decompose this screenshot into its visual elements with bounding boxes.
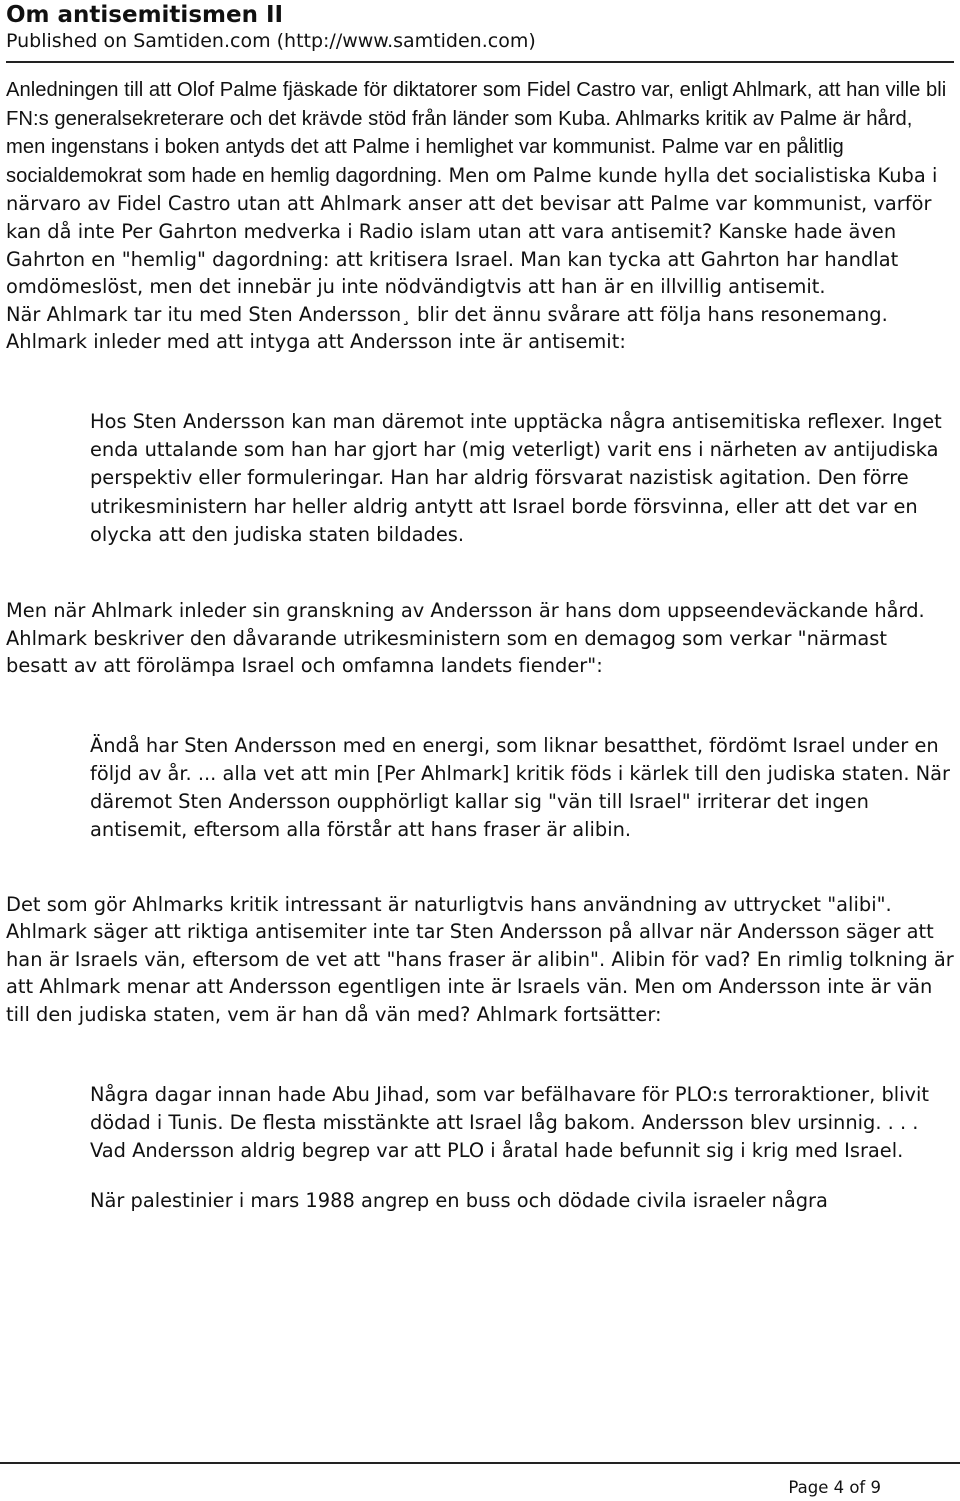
page-number: Page 4 of 9: [788, 1478, 881, 1497]
paragraph-palme: [6, 76, 954, 301]
document-title: Om antisemitismen II: [6, 2, 284, 28]
header-divider: [6, 61, 954, 63]
blockquote-obsession: Ändå har Sten Andersson med en energi, som liknar besatthet, fördömt Israel under en följd av år. ... alla vet att min [Per Ahlmark] kritik föds i kärlek till den judiska staten. När däremot Sten Andersson oupphörligt kallar sig "vän till Israel" irriterar det ingen antisemit, eftersom alla förstår att hans fraser är alibin.: [90, 733, 951, 842]
paragraph-harsh-verdict: Men när Ahlmark inleder sin granskning av Andersson är hans dom uppseendeväckande hård. Ahlmark beskriver den dåvarande utrikesministern som en demagog som verkar "närmast besatt av att förolämpa Israel och omfamna landets fiender":: [6, 598, 925, 678]
source-line: Published on Samtiden.com (http://www.samtiden.com): [6, 30, 536, 52]
blockquote-abu-jihad: Några dagar innan hade Abu Jihad, som var befälhavare för PLO:s terroraktioner, blivit dödad i Tunis. De flesta misstänkte att Israel låg bakom. Andersson blev ursinnig. . . . Vad Andersson aldrig begrep var att PLO i åratal hade befunnit sig i krig med Israel.: [90, 1082, 929, 1162]
page-footer: [0, 1462, 960, 1497]
paragraph-alibi: Det som gör Ahlmarks kritik intressant är naturligtvis hans användning av uttrycket "alibi". Ahlmark säger att riktiga antisemiter inte tar Sten Andersson på allvar när Andersson säger att han är Israels vän, eftersom de vet att "hans fraser är alibin". Alibin för vad? En rimlig tolkning är att Ahlmark menar att Andersson egentligen inte är Israels vän. Men om Andersson inte är vän till den judiska staten, vem är han då vän med? Ahlmark fortsätter:: [6, 892, 954, 1026]
article-body: [6, 76, 954, 1215]
paragraph-andersson-intro: När Ahlmark tar itu med Sten Andersson¸ blir det ännu svårare att följa hans resonemang. Ahlmark inleder med att intyga att Andersson inte är antisemit:: [6, 302, 888, 354]
blockquote-bus-attack: När palestinier i mars 1988 angrep en buss och dödade civila israeler några: [90, 1189, 828, 1213]
page-header: [6, 0, 956, 53]
paragraph-palme-part2: Men om Palme kunde hylla det socialistiska Kuba i närvaro av Fidel Castro utan att Ahlmark anser att det bevisar att Palme var kommunist, varför kan då inte Per Gahrton medverka i Radio islam utan att vara antisemit? Kanske hade även Gahrton en "hemlig" dagordning: att kritisera Israel. Man kan tycka att Gahrton har handlat omdömeslöst, men det innebär ju inte nödvändigtvis att han är en illvillig antisemit.: [6, 163, 938, 299]
paragraph-palme-part1: Anledningen till att Olof Palme fjäskade för diktatorer som Fidel Castro var, enligt Ahlmark, att han ville bli FN:s generalsekreterare och det krävde stöd från länder som Kuba. Ahlmarks kritik av Palme är hård, men ingenstans i boken antyds det att Palme i hemlighet var kommunist. Palme var en pålitlig socialdemokrat som hade en hemlig dagordning.: [6, 79, 947, 187]
blockquote-andersson-no-reflexes: Hos Sten Andersson kan man däremot inte upptäcka några antisemitiska reflexer. Inget enda uttalande som han har gjort har (mig veterligt) varit ens i närheten av antijudiska perspektiv eller formuleringar. Han har aldrig försvarat nazistisk agitation. Den förre utrikesministern har heller aldrig antytt att Israel borde försvinna, eller att det var en olycka att den judiska staten bildades.: [90, 409, 942, 546]
